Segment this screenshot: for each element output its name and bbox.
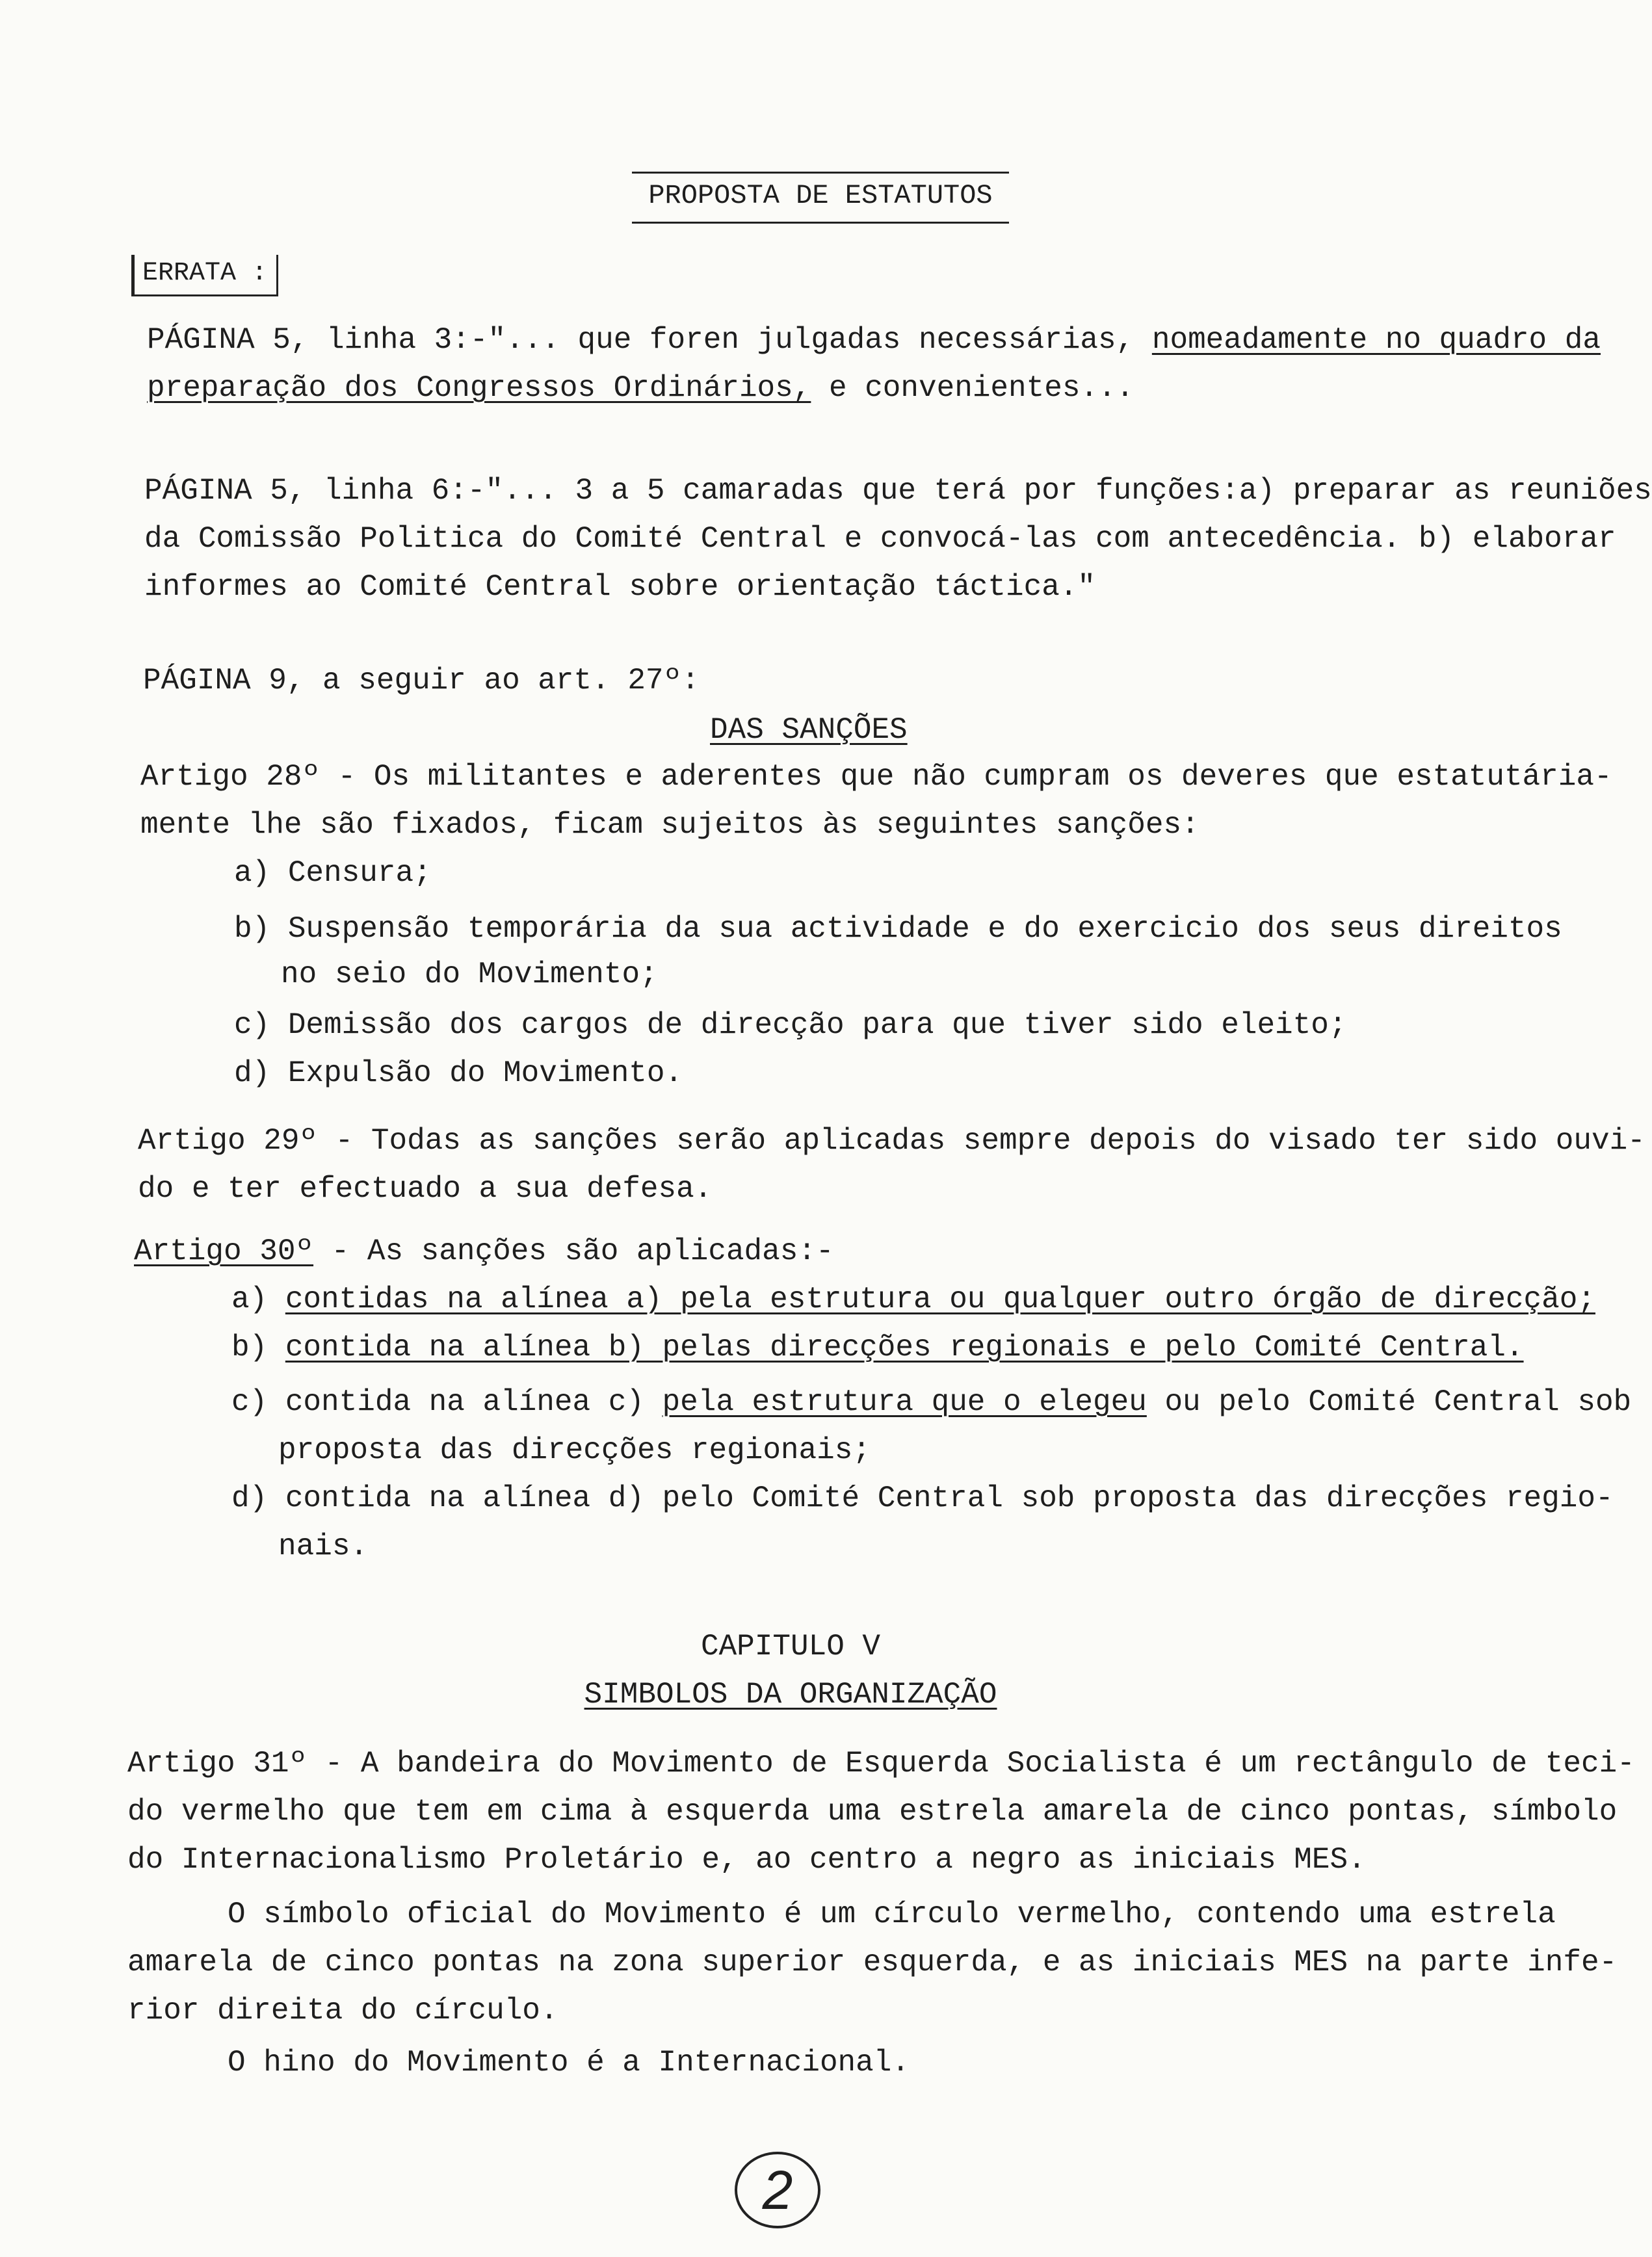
article-30-item-d-2: nais. — [278, 1530, 369, 1563]
page-number: 2 — [735, 2152, 820, 2228]
symbol-line-3: rior direita do círculo. — [127, 1994, 558, 2028]
article-30-item-b: b) contida na alínea b) pelas direcções regionais e pelo Comité Central. — [231, 1331, 1524, 1364]
article-28-item-c: c) Demissão dos cargos de direcção para que tiver sido eleito; — [234, 1008, 1347, 1042]
errata-line-4: da Comissão Politica do Comité Central e convocá-las com antecedência. b) elaborar — [144, 522, 1616, 556]
article-31-line-3: do Internacionalismo Proletário e, ao centro a negro as iniciais MES. — [127, 1843, 1366, 1877]
article-30-heading: Artigo 30º - As sanções são aplicadas:- — [134, 1234, 834, 1268]
article-30-item-a: a) contidas na alínea a) pela estrutura ou qualquer outro órgão de direcção; — [231, 1283, 1595, 1316]
errata-line-3: PÁGINA 5, linha 6:-"... 3 a 5 camaradas que terá por funções:a) preparar as reuniões — [144, 474, 1652, 508]
article-31-line-1: Artigo 31º - A bandeira do Movimento de Esquerda Socialista é um rectângulo de teci- — [127, 1747, 1635, 1781]
section-heading-simbolos: SIMBOLOS DA ORGANIZAÇÃO — [584, 1678, 997, 1712]
article-29-line-1: Artigo 29º - Todas as sanções serão aplicadas sempre depois do visado ter sido ouvi- — [138, 1124, 1645, 1158]
article-28-item-d: d) Expulsão do Movimento. — [234, 1056, 683, 1090]
anthem-line: O hino do Movimento é a Internacional. — [228, 2046, 910, 2080]
article-30-item-c-2: proposta das direcções regionais; — [278, 1433, 871, 1467]
article-30-item-d-1: d) contida na alínea d) pelo Comité Central sob proposta das direcções regio- — [231, 1481, 1614, 1515]
article-28-line-2: mente lhe são fixados, ficam sujeitos às seguintes sanções: — [140, 808, 1200, 842]
symbol-line-2: amarela de cinco pontas na zona superior esquerda, e as iniciais MES na parte infe- — [127, 1946, 1618, 1979]
page-title: PROPOSTA DE ESTATUTOS — [632, 172, 1009, 224]
article-29-line-2: do e ter efectuado a sua defesa. — [138, 1172, 713, 1206]
article-28-line-1: Artigo 28º - Os militantes e aderentes que não cumpram os deveres que estatutária- — [140, 760, 1612, 794]
errata-line-5: informes ao Comité Central sobre orientação táctica." — [144, 570, 1096, 604]
article-28-item-b-2: no seio do Movimento; — [281, 958, 658, 991]
article-31-line-2: do vermelho que tem em cima à esquerda uma estrela amarela de cinco pontas, símbolo — [127, 1795, 1618, 1829]
errata-label: ERRATA : — [131, 255, 278, 296]
symbol-line-1: O símbolo oficial do Movimento é um círculo vermelho, contendo uma estrela — [228, 1898, 1556, 1931]
section-heading-sancoes: DAS SANÇÕES — [710, 713, 908, 747]
errata-line-2: preparação dos Congressos Ordinários, e convenientes... — [147, 371, 1134, 405]
chapter-heading: CAPITULO V — [700, 1630, 881, 1663]
errata-line-1: PÁGINA 5, linha 3:-"... que foren julgadas necessárias, nomeadamente no quadro da — [147, 323, 1601, 357]
errata-line-6: PÁGINA 9, a seguir ao art. 27º: — [143, 664, 700, 698]
article-30-item-c-1: c) contida na alínea c) pela estrutura que o elegeu ou pelo Comité Central sob — [231, 1385, 1632, 1419]
article-28-item-a: a) Censura; — [234, 856, 432, 890]
article-28-item-b-1: b) Suspensão temporária da sua actividade e do exercicio dos seus direitos — [234, 912, 1562, 946]
